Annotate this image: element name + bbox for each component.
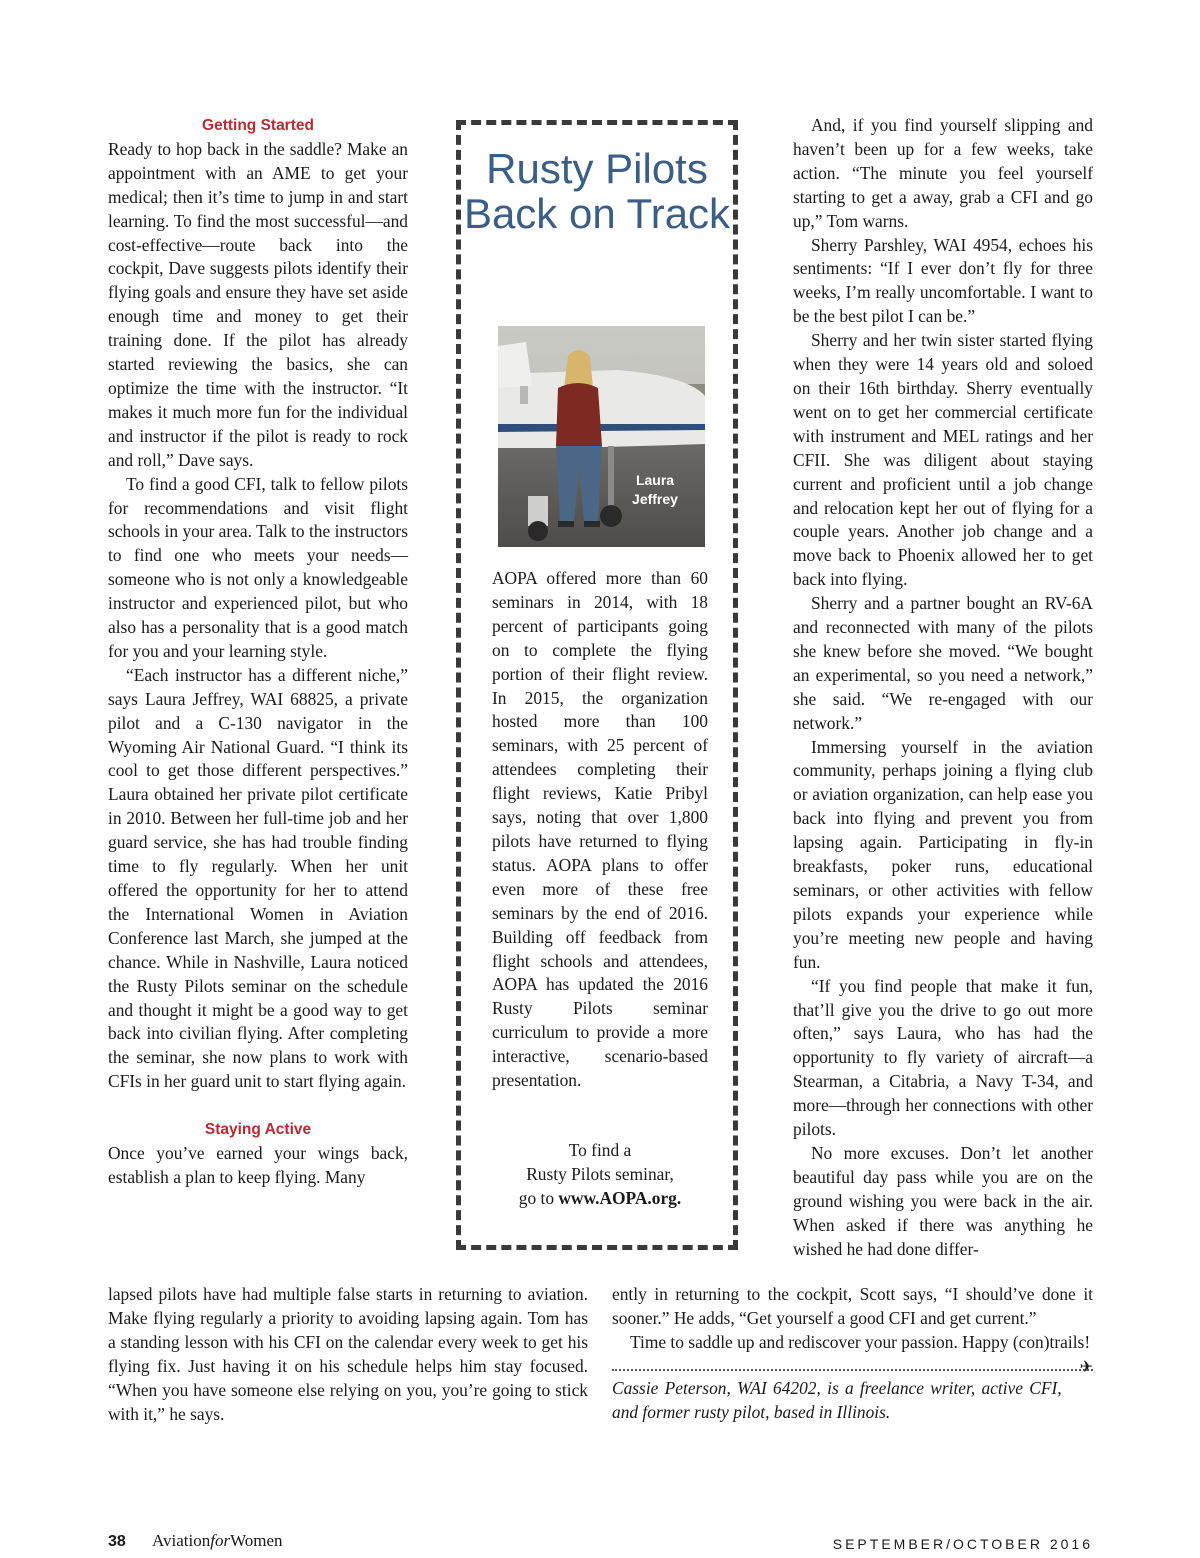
paragraph: Sherry and her twin sister started flying when they were 14 years old and soloed on their 16th birthday. Sherry eventually went on to get her commercial certificate with instrument and MEL ratings and her CFII. She was diligent about staying current and proficient until a job change and relocation kept her out of flying for a couple years. Another job change and a move back to Phoenix allowed her to get back into flying. <box>793 330 1093 590</box>
issue-date: SEPTEMBER/OCTOBER 2016 <box>832 1536 1093 1552</box>
right-column <box>793 114 1093 1262</box>
paragraph: Immersing yourself in the aviation community, perhaps joining a flying club or aviation organization, can help ease you back into flying and prevent you from lapsing again. Participating in fly-in breakfasts, poker runs, educational seminars, or other activities with fellow pilots expands your experience while you’re meeting new people and having fun. <box>793 736 1093 972</box>
paragraph: And, if you find yourself slipping and haven’t been up for a few weeks, take action. “The minute you feel yourself starting to get a away, grab a CFI and go up,” Tom warns. <box>793 115 1093 231</box>
sidebar-call-to-action <box>492 1139 708 1211</box>
aopa-link[interactable]: www.AOPA.org. <box>558 1187 682 1208</box>
magazine-name <box>152 1531 283 1551</box>
dotted-divider <box>612 1369 1093 1371</box>
paragraph: Sherry Parshley, WAI 4954, echoes his sentiments: “If I ever don’t fly for three weeks, I’m really uncomfortable. I want to be the best pilot I can be.” <box>793 234 1093 327</box>
airplane-icon: ✈ <box>1079 1356 1093 1376</box>
paragraph: To find a good CFI, talk to fellow pilots for recommendations and visit flight schools in your area. Talk to the instructors to find one who meets your needs—someone who is not only a knowledgeable instructor and experienced pilot, but who also has a personality that is a good match for you and your learning style. <box>108 473 408 661</box>
closing-paragraph <box>612 1331 1093 1376</box>
closing-text: Time to saddle up and rediscover your passion. Happy (con)trails! <box>630 1331 1091 1352</box>
paragraph: No more excuses. Don’t let another beautiful day pass while you are on the ground wishing you were back in the air. When asked if there was anything he wished he had done differ- <box>793 1142 1093 1259</box>
sidebar-paragraph: AOPA offered more than 60 seminars in 2014, with 18 percent of participants going on to complete the flying portion of their flight review. In 2015, the organization hosted more than 100 seminars, with 25 percent of attendees completing their flight reviews, Katie Pribyl says, noting that over 1,800 pilots have returned to flying status. AOPA plans to offer even more of these free seminars by the end of 2016. Building off feedback from flight schools and attendees, AOPA has updated the 2016 Rusty Pilots seminar curriculum to provide a more interactive, scenario-based presentation. <box>492 568 708 1091</box>
paragraph: “If you find people that make it fun, that’ll give you the drive to go out more often,” says Laura, who has had the opportunity to fly variety of aircraft—a Stearman, a Citabria, a Navy T-34, and more—through her connections with other pilots. <box>793 975 1093 1140</box>
magazine-name-part1: Aviation <box>152 1531 211 1550</box>
page-number: 38 <box>108 1533 126 1550</box>
magazine-name-part2: for <box>210 1531 231 1550</box>
sidebar-body <box>492 567 708 1093</box>
sidebar-title: Rusty Pilots Back on Track <box>463 145 731 237</box>
bottom-left-text <box>108 1283 588 1426</box>
photo-caption: Laura Jeffrey <box>632 472 678 507</box>
paragraph: ently in returning to the cockpit, Scott says, “I should’ve done it sooner.” He adds, “Get yourself a good CFI and get current.” <box>612 1284 1093 1328</box>
paragraph: Sherry and a partner bought an RV-6A and reconnected with many of the pilots she knew before she moved. “We bought an experimental, so you need a network,” she said. “We re-engaged with our network.” <box>793 593 1093 733</box>
cta-line-1: To find a <box>568 1140 632 1160</box>
paragraph: Once you’ve earned your wings back, establish a plan to keep flying. Many <box>108 1143 408 1187</box>
heading-staying-active: Staying Active <box>204 1121 312 1139</box>
paragraph: Ready to hop back in the saddle? Make an appointment with an AME to get your medical; then it’s time to jump in and start learning. To find the most successful—and cost-effective—route back into the cockpit, Dave suggests pilots identify their flying goals and ensure they have set aside enough time and money to get their training done. If the pilot has already started reviewing the basics, she can optimize the time with the instructor. “It makes it much more fun for the individual and instructor if the pilot is ready to rock and roll,” Dave says. <box>108 138 408 470</box>
author-bio: Cassie Peterson, WAI 64202, is a freelance writer, active CFI, and former rusty pilot, based in Illinois. <box>612 1377 1062 1422</box>
bottom-right-text <box>612 1283 1093 1425</box>
photo-laura-jeffrey <box>498 326 705 547</box>
cta-line-3 <box>492 1187 708 1211</box>
left-column <box>108 114 408 1190</box>
magazine-name-part3: Women <box>230 1531 283 1550</box>
heading-getting-started: Getting Started <box>202 117 314 134</box>
cta-line-2: Rusty Pilots seminar, <box>526 1163 674 1184</box>
paragraph: lapsed pilots have had multiple false starts in returning to aviation. Make flying regularly a priority to avoiding lapsing again. Tom has a standing lesson with his CFI on the calendar every week to get his flying fix. Just having it on his schedule helps him stay focused. “When you have someone else relying on you, you’re going to stick with it,” he says. <box>108 1284 588 1424</box>
paragraph: “Each instructor has a different niche,” says Laura Jeffrey, WAI 68825, a private pilot and a C-130 navigator in the Wyoming Air National Guard. “I think its cool to get those different perspectives.” Laura obtained her private pilot certificate in 2010. Between her full-time job and her guard service, she has had trouble finding time to fly regularly. When her unit offered the opportunity for her to attend the International Women in Aviation Conference last March, she jumped at the chance. While in Nashville, Laura noticed the Rusty Pilots seminar on the schedule and thought it might be a good way to get back into civilian flying. After completing the seminar, she now plans to work with CFIs in her guard unit to start flying again. <box>108 664 408 1092</box>
photo-image <box>498 326 705 547</box>
cta-prefix: go to <box>518 1187 559 1208</box>
